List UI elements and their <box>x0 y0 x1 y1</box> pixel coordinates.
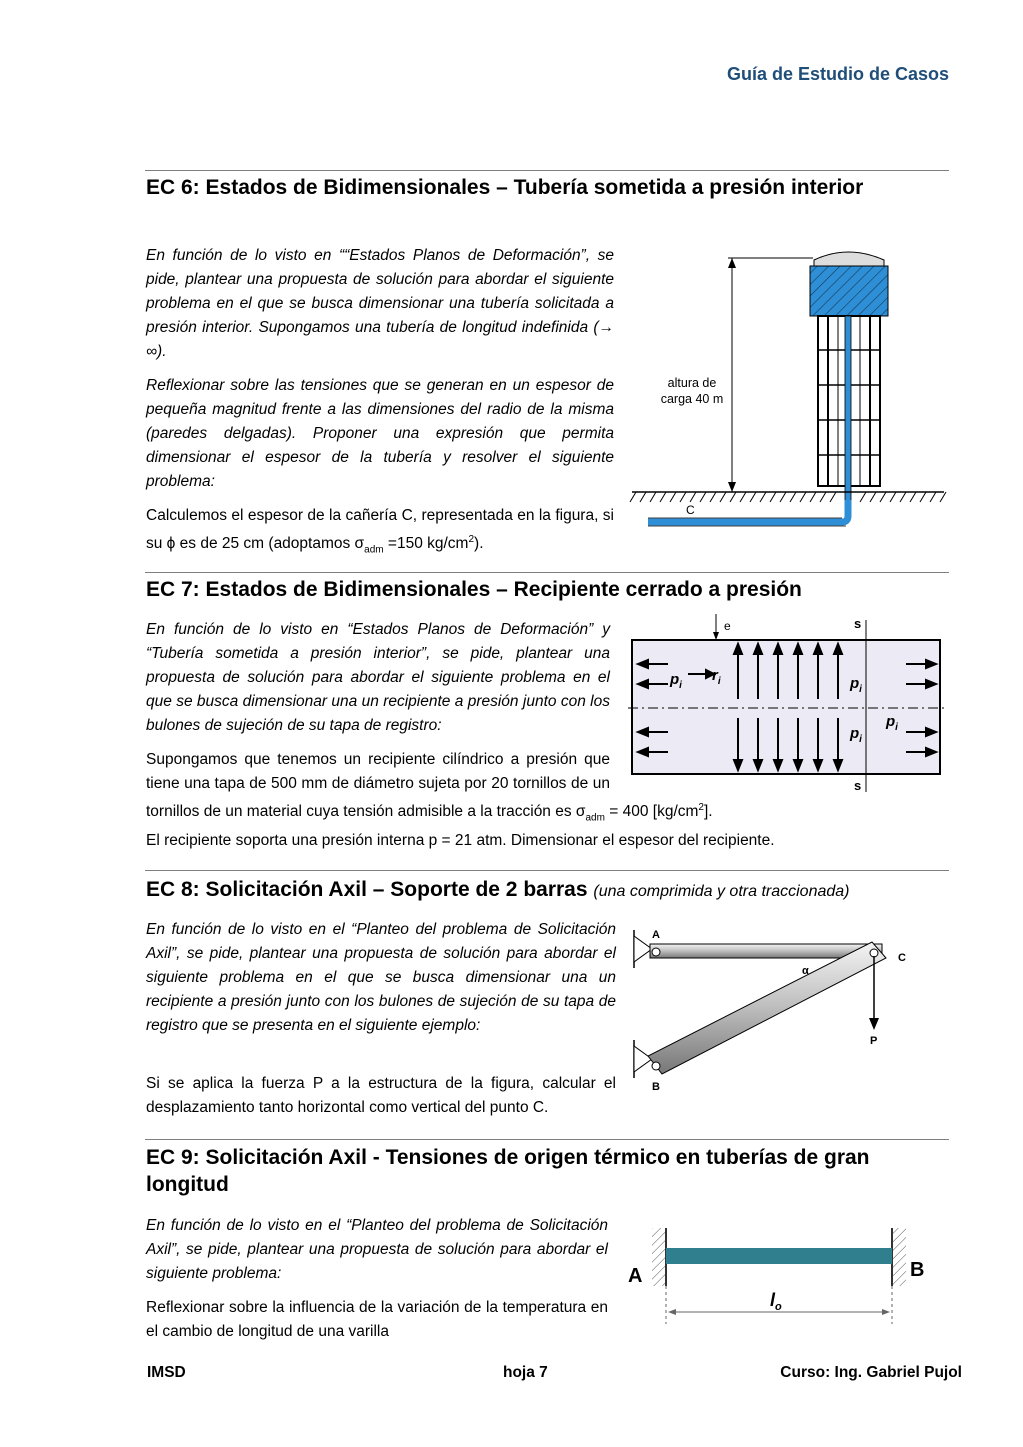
ec8-paragraph-1: En función de lo visto en el “Planteo del problema de Solicitación Axil”, se pide, plantear una propuesta de solución para abordar el siguiente problema en el que se busca dimensionar una un recipiente a presión junto con los bulones de sujeción de su tapa de registro que se presenta en el siguiente ejemplo: <box>146 921 616 1034</box>
ec9-paragraph-2: Reflexionar sobre la influencia de la variación de la temperatura en el cambio de longitud de una varilla <box>146 1299 608 1340</box>
footer-left: IMSD <box>147 1364 186 1381</box>
ec6-paragraph-1: En función de lo visto en ““Estados Planos de Deformación”, se pide, plantear una propuesta de solución para abordar el siguiente problema en el que se busca dimensionar una tubería solicitada a presión interior. Supongamos una tubería de longitud indefinida (→ ∞). <box>146 247 614 360</box>
support-label-a: A <box>628 1265 643 1287</box>
pressure-label-left: $p_i$ <box>670 671 682 691</box>
section-divider <box>145 870 949 871</box>
ec8-paragraph-2: Si se aplica la fuerza P a la estructura de la figura, calcular el desplazamiento tanto horizontal como vertical del punto C. <box>146 1075 616 1116</box>
section-divider <box>145 170 949 171</box>
ec7-title: EC 7: Estados de Bidimensionales – Recipiente cerrado a presión <box>146 578 802 601</box>
ec6-paragraph-2: Reflexionar sobre las tensiones que se generan en un espesor de pequeña magnitud frente a las dimensiones del radio de la misma (paredes delgadas). Proponer una expresión que permita dimensionar el espesor de la tubería y resolver el siguiente problema: <box>146 377 614 490</box>
angle-label-alpha: α <box>802 965 809 977</box>
force-label-p: P <box>870 1035 878 1047</box>
length-label: $l_o$ <box>770 1290 782 1313</box>
ec8-title: EC 8: Solicitación Axil – Soporte de 2 barras (una comprimida y otra traccionada) <box>146 878 850 901</box>
ec7-paragraph-2a: Supongamos que tenemos un recipiente cilíndrico a presión que tiene una tapa de 500 mm de diámetro sujeta por 20 tornillos de un <box>146 751 610 792</box>
section-label-bottom: s <box>854 778 862 792</box>
support-label-b: B <box>910 1259 925 1281</box>
pipe-label-c: C <box>686 503 695 517</box>
pressure-label-right: $p_i$ <box>886 713 898 733</box>
ec6-paragraph-3: Calculemos el espesor de la cañería C, representada en la figura, si su ϕ es de 25 cm (adoptamos $\sigma_{adm} =150$ $kg/cm^2$). <box>146 507 614 556</box>
section-divider <box>145 1139 949 1140</box>
page-header-title: Guía de Estudio de Casos <box>726 64 949 84</box>
water-tower-height-label: altura de carga 40 m <box>660 376 724 406</box>
radius-label: $r_i$ <box>712 667 721 687</box>
pressure-label-top: $p_i$ <box>850 675 862 695</box>
point-label-a: A <box>652 929 660 941</box>
fixed-bar-figure <box>622 1224 934 1336</box>
ec9-paragraph-1: En función de lo visto en el “Planteo del problema de Solicitación Axil”, se pide, plantear una propuesta de solución para abordar el siguiente problema: <box>146 1217 608 1282</box>
section-label-top: s <box>854 616 862 631</box>
footer-right: Curso: Ing. Gabriel Pujol <box>780 1364 962 1381</box>
section-divider <box>145 572 949 573</box>
ec7-paragraph-3: El recipiente soporta una presión interna p = 21 atm. Dimensionar el espesor del recipiente. <box>146 832 775 849</box>
footer-page-number: hoja 7 <box>503 1364 548 1381</box>
point-label-c: C <box>898 952 906 964</box>
two-bar-structure-figure <box>628 926 928 1094</box>
ec9-title: EC 9: Solicitación Axil - Tensiones de origen térmico en tuberías de gran longitud <box>146 1146 870 1196</box>
ec6-title: EC 6: Estados de Bidimensionales – Tubería sometida a presión interior <box>146 176 864 199</box>
pressure-label-bottom: $p_i$ <box>850 725 862 745</box>
ec8-subtitle: (una comprimida y otra traccionada) <box>593 883 850 900</box>
point-label-b: B <box>652 1081 660 1093</box>
pressure-vessel-figure <box>628 614 946 792</box>
ec7-paragraph-1: En función de lo visto en “Estados Planos de Deformación” y “Tubería sometida a presión interior”, se pide, plantear una propuesta de solución para abordar el siguiente problema en el que se busca dimensionar una un recipiente a presión junto con los bulones de sujeción de su tapa de registro: <box>146 621 610 734</box>
thickness-label: e <box>724 619 731 633</box>
ec7-paragraph-2b: tornillos de un material cuya tensión admisible a la tracción es $\sigma_{adm} = 400$ $[kg/cm^2]$. <box>146 802 713 824</box>
